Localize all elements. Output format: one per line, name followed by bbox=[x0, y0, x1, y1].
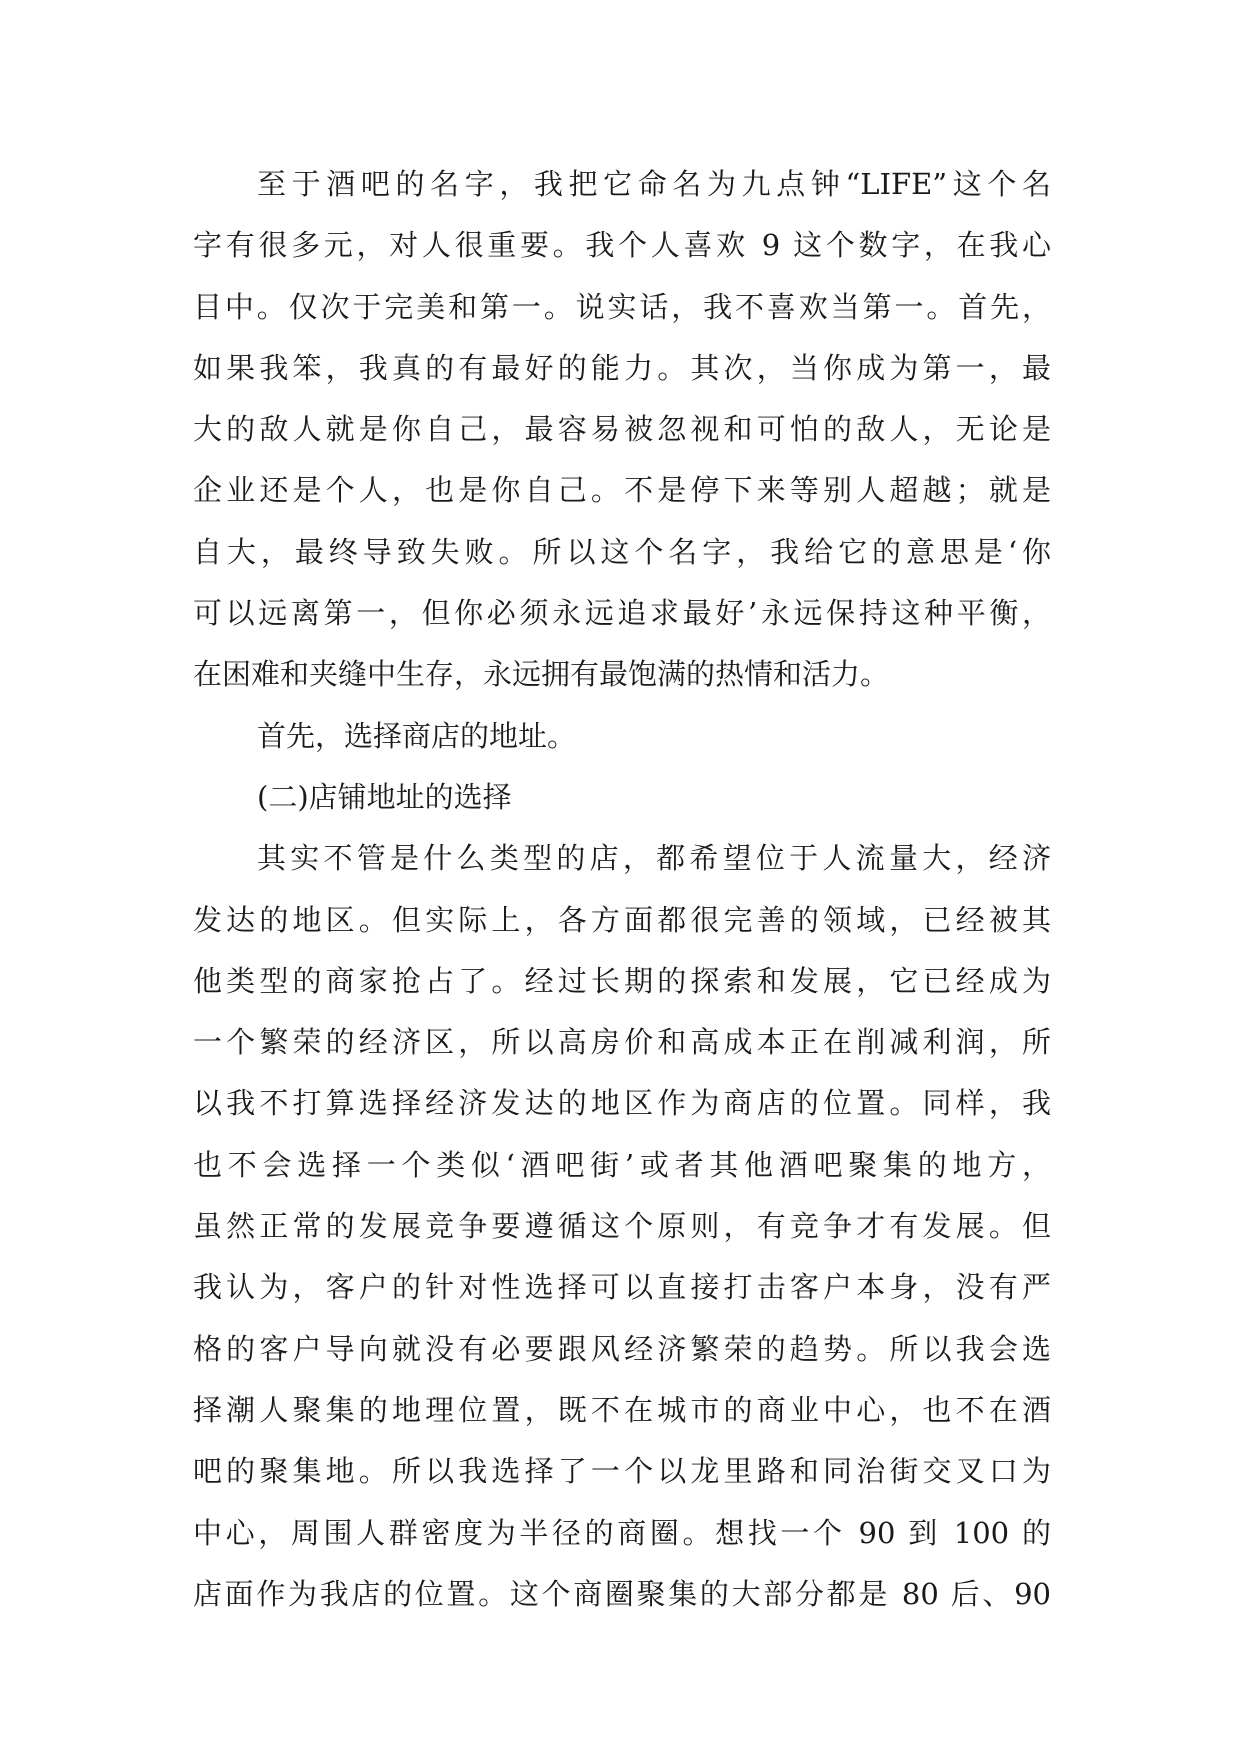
text-line: 我认为，客户的针对性选择可以直接打击客户本身，没有严 bbox=[193, 1270, 1051, 1305]
text-line: 可以远离第一，但你必须永远追求最好’永远保持这种平衡， bbox=[193, 596, 1051, 631]
text-line: 他类型的商家抢占了。经过长期的探索和发展，它已经成为 bbox=[193, 963, 1051, 998]
document-body bbox=[193, 154, 1051, 1625]
text-line: 格的客户导向就没有必要跟风经济繁荣的趋势。所以我会选 bbox=[193, 1331, 1051, 1366]
text-line: 首先，选择商店的地址。 bbox=[257, 718, 577, 753]
text-line: 大的敌人就是你自己，最容易被忽视和可怕的敌人，无论是 bbox=[193, 412, 1051, 447]
text-line: 吧的聚集地。所以我选择了一个以龙里路和同治街交叉口为 bbox=[193, 1454, 1051, 1489]
text-line: 其实不管是什么类型的店，都希望位于人流量大，经济 bbox=[257, 841, 1051, 876]
text-line: 字有很多元，对人很重要。我个人喜欢 9 这个数字，在我心 bbox=[193, 228, 1051, 263]
text-line: 一个繁荣的经济区，所以高房价和高成本正在削减利润，所 bbox=[193, 1025, 1051, 1060]
text-line: 目中。仅次于完美和第一。说实话，我不喜欢当第一。首先， bbox=[193, 289, 1051, 324]
text-line: 虽然正常的发展竞争要遵循这个原则，有竞争才有发展。但 bbox=[193, 1209, 1051, 1244]
text-line: 在困难和夹缝中生存，永远拥有最饱满的热情和活力。 bbox=[193, 657, 890, 692]
text-line: (二)店铺地址的选择 bbox=[257, 779, 512, 814]
text-line: 企业还是个人，也是你自己。不是停下来等别人超越；就是 bbox=[193, 473, 1051, 508]
text-line: 店面作为我店的位置。这个商圈聚集的大部分都是 80 后、90 bbox=[193, 1576, 1051, 1611]
text-line: 中心，周围人群密度为半径的商圈。想找一个 90 到 100 的 bbox=[193, 1515, 1051, 1550]
text-line: 择潮人聚集的地理位置，既不在城市的商业中心，也不在酒 bbox=[193, 1392, 1051, 1427]
text-line: 也不会选择一个类似‘酒吧街’或者其他酒吧聚集的地方， bbox=[193, 1147, 1051, 1182]
text-line: 如果我笨，我真的有最好的能力。其次，当你成为第一，最 bbox=[193, 350, 1051, 385]
text-line: 自大，最终导致失败。所以这个名字，我给它的意思是‘你 bbox=[193, 534, 1051, 569]
text-line: 至于酒吧的名字，我把它命名为九点钟“LIFE”这个名 bbox=[257, 167, 1051, 201]
text-line: 以我不打算选择经济发达的地区作为商店的位置。同样，我 bbox=[193, 1086, 1051, 1121]
text-line: 发达的地区。但实际上，各方面都很完善的领域，已经被其 bbox=[193, 902, 1051, 937]
